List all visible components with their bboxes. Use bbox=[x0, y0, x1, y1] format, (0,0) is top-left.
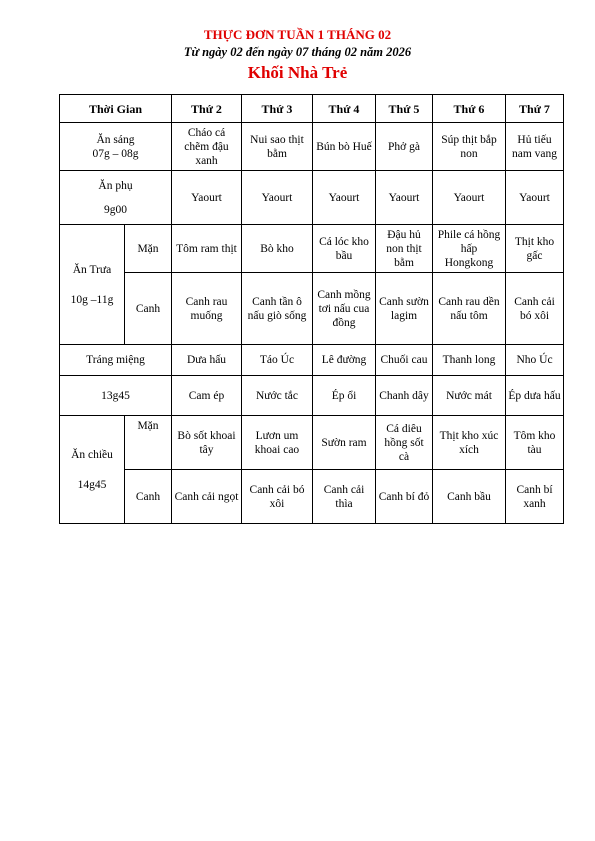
menu-title: THỰC ĐƠN TUẦN 1 THÁNG 02 bbox=[203, 27, 392, 42]
menu-cell: Chanh dây bbox=[376, 376, 433, 416]
menu-cell: Canh cải bó xôi bbox=[506, 273, 564, 345]
dessert-row bbox=[60, 345, 564, 376]
weekly-menu-table bbox=[59, 94, 564, 524]
menu-cell: Lê đường bbox=[313, 345, 376, 376]
day-header: Thứ 7 bbox=[506, 95, 564, 123]
breakfast-row bbox=[60, 123, 564, 171]
menu-cell: Yaourt bbox=[242, 171, 313, 225]
menu-cell: Yaourt bbox=[433, 171, 506, 225]
menu-cell: Nước tắc bbox=[242, 376, 313, 416]
lunch-label bbox=[60, 225, 125, 345]
snack-row bbox=[60, 171, 564, 225]
menu-cell: Canh cải bó xôi bbox=[242, 470, 313, 524]
menu-cell: Canh mồng tơi nấu cua đồng bbox=[313, 273, 376, 345]
menu-cell: Canh rau dền nấu tôm bbox=[433, 273, 506, 345]
menu-cell: Thịt kho xúc xích bbox=[433, 416, 506, 470]
menu-cell: Nho Úc bbox=[506, 345, 564, 376]
menu-cell: Đậu hủ non thịt bằm bbox=[376, 225, 433, 273]
menu-cell: Canh bí đỏ bbox=[376, 470, 433, 524]
dessert-label: Tráng miệng bbox=[60, 345, 172, 376]
menu-cell: Canh cải ngọt bbox=[172, 470, 242, 524]
meal-name: Ăn sáng bbox=[96, 133, 135, 146]
menu-cell: Táo Úc bbox=[242, 345, 313, 376]
menu-cell: Canh bầu bbox=[433, 470, 506, 524]
menu-group: Khối Nhà Trẻ bbox=[247, 63, 348, 82]
header-row bbox=[60, 95, 564, 123]
day-header: Thứ 3 bbox=[242, 95, 313, 123]
menu-cell: Cá diêu hồng sốt cà bbox=[376, 416, 433, 470]
day-header: Thứ 4 bbox=[313, 95, 376, 123]
menu-cell: Ép dưa hấu bbox=[506, 376, 564, 416]
afternoon-label bbox=[60, 416, 125, 524]
menu-cell: Thanh long bbox=[433, 345, 506, 376]
dish-type-label: Canh bbox=[125, 470, 172, 524]
menu-cell: Sườn ram bbox=[313, 416, 376, 470]
menu-cell: Bò kho bbox=[242, 225, 313, 273]
drink-time: 13g45 bbox=[60, 376, 172, 416]
menu-cell: Dưa hấu bbox=[172, 345, 242, 376]
menu-cell: Canh rau muống bbox=[172, 273, 242, 345]
menu-cell: Canh tần ô nấu giò sống bbox=[242, 273, 313, 345]
day-header: Thứ 6 bbox=[433, 95, 506, 123]
menu-cell: Tôm kho tàu bbox=[506, 416, 564, 470]
menu-cell: Yaourt bbox=[172, 171, 242, 225]
menu-cell: Cá lóc kho bầu bbox=[313, 225, 376, 273]
lunch-salty-row bbox=[60, 225, 564, 273]
menu-cell: Nước mát bbox=[433, 376, 506, 416]
afternoon-salty-row bbox=[60, 416, 564, 470]
menu-cell: Thịt kho gấc bbox=[506, 225, 564, 273]
menu-cell: Súp thịt bắp non bbox=[433, 123, 506, 171]
day-header: Thứ 5 bbox=[376, 95, 433, 123]
snack-label bbox=[60, 171, 172, 225]
menu-cell: Ép ổi bbox=[313, 376, 376, 416]
menu-cell: Cam ép bbox=[172, 376, 242, 416]
lunch-soup-row bbox=[60, 273, 564, 345]
menu-cell: Phile cá hồng hấp Hongkong bbox=[433, 225, 506, 273]
dish-type-label: Canh bbox=[125, 273, 172, 345]
meal-name: Ăn chiều bbox=[71, 448, 113, 461]
menu-cell: Bò sốt khoai tây bbox=[172, 416, 242, 470]
menu-cell: Phở gà bbox=[376, 123, 433, 171]
menu-cell: Tôm ram thịt bbox=[172, 225, 242, 273]
dish-type-label: Mặn bbox=[125, 225, 172, 273]
menu-cell: Bún bò Huế bbox=[313, 123, 376, 171]
menu-cell: Yaourt bbox=[376, 171, 433, 225]
breakfast-label bbox=[60, 123, 172, 171]
menu-cell: Cháo cá chẽm đậu xanh bbox=[172, 123, 242, 171]
dish-type-label: Mặn bbox=[125, 416, 172, 470]
meal-time: 10g –11g bbox=[70, 293, 114, 306]
menu-cell: Yaourt bbox=[506, 171, 564, 225]
drink-row bbox=[60, 376, 564, 416]
menu-cell: Hủ tiếu nam vang bbox=[506, 123, 564, 171]
time-header: Thời Gian bbox=[60, 95, 172, 123]
menu-cell: Canh cải thìa bbox=[313, 470, 376, 524]
menu-cell: Yaourt bbox=[313, 171, 376, 225]
meal-name: Ăn phụ bbox=[98, 179, 133, 192]
menu-date-range: Từ ngày 02 đến ngày 07 tháng 02 năm 2026 bbox=[183, 45, 412, 59]
meal-time: 9g00 bbox=[104, 203, 127, 216]
afternoon-soup-row bbox=[60, 470, 564, 524]
menu-cell: Chuối cau bbox=[376, 345, 433, 376]
menu-cell: Canh bí xanh bbox=[506, 470, 564, 524]
meal-time: 14g45 bbox=[77, 478, 107, 491]
menu-cell: Canh sườn lagim bbox=[376, 273, 433, 345]
day-header: Thứ 2 bbox=[172, 95, 242, 123]
meal-name: Ăn Trưa bbox=[72, 263, 112, 276]
menu-cell: Nui sao thịt bằm bbox=[242, 123, 313, 171]
menu-cell: Lươn um khoai cao bbox=[242, 416, 313, 470]
meal-time: 07g – 08g bbox=[92, 147, 139, 160]
